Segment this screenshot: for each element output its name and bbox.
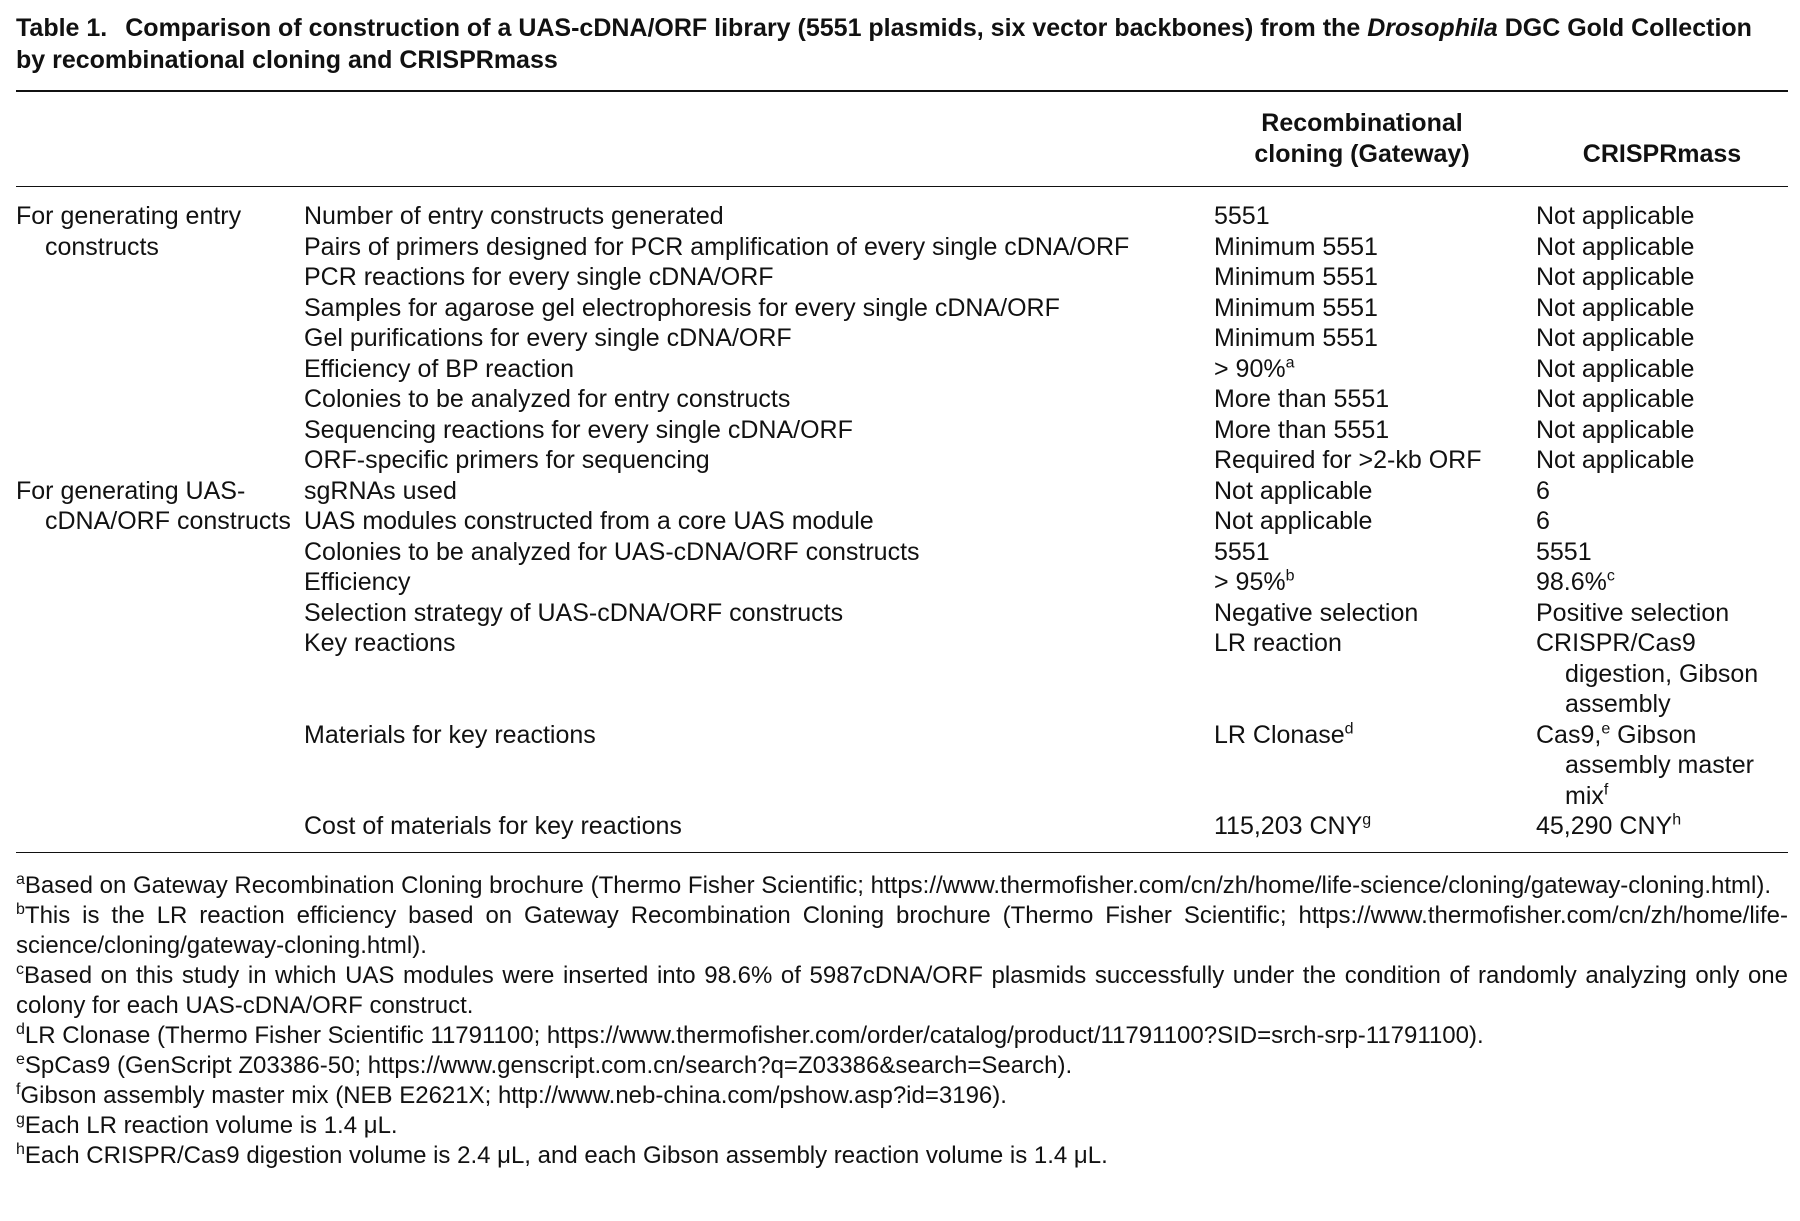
- row-crisprmass-value: 5551: [1536, 537, 1592, 566]
- caption-italic-species: Drosophila: [1367, 14, 1498, 42]
- header-empty-group: [16, 92, 304, 187]
- table-body: [16, 187, 1788, 853]
- row-item: sgRNAs used: [304, 476, 457, 505]
- row-gateway-value: Minimum 5551: [1214, 324, 1378, 352]
- header-gateway: Recombinational cloning (Gateway): [1254, 109, 1470, 168]
- table-figure: [16, 12, 1788, 1171]
- row-gateway-value: LR reaction: [1214, 629, 1342, 657]
- row-gateway-value: LR Clonase$^d$: [1214, 720, 1354, 749]
- caption-text-start: Comparison of construction of a UAS-cDNA/ORF library (5551 plasmids, six vector backbones) from the: [125, 14, 1368, 42]
- row-crisprmass-value: Not applicable: [1536, 415, 1695, 444]
- row-item: Materials for key reactions: [304, 720, 596, 749]
- footnote: $^h$Each CRISPR/Cas9 digestion volume is 2.4 μL, and each Gibson assembly reaction volume is 1.4 μL.: [16, 1140, 1108, 1169]
- header-row: [16, 92, 1788, 187]
- row-gateway-value: Not applicable: [1214, 476, 1373, 505]
- row-item: Cost of materials for key reactions: [304, 812, 682, 840]
- footnote: $^f$Gibson assembly master mix (NEB E2621X; http://www.neb-china.com/pshow.asp?id=3196).: [16, 1080, 1007, 1109]
- row-gateway-value: > 95%$^b$: [1214, 567, 1295, 596]
- row-item: Colonies to be analyzed for UAS-cDNA/ORF constructs: [304, 537, 920, 566]
- row-item: Samples for agarose gel electrophoresis for every single cDNA/ORF: [304, 293, 1060, 322]
- header-crisprmass: CRISPRmass: [1582, 140, 1742, 168]
- row-item: UAS modules constructed from a core UAS module: [304, 507, 874, 535]
- comparison-table: [16, 92, 1788, 853]
- row-gateway-value: More than 5551: [1214, 415, 1390, 444]
- footnote-mark: c: [1606, 567, 1615, 585]
- row-crisprmass-value: 6: [1536, 507, 1550, 535]
- row-gateway-value: Required for >2-kb ORF: [1214, 446, 1482, 474]
- row-item: ORF-specific primers for sequencing: [304, 446, 710, 474]
- row-gateway-value: Minimum 5551: [1214, 263, 1378, 291]
- table-label: Table 1.: [16, 14, 108, 42]
- row-gateway-value: Negative selection: [1214, 598, 1419, 627]
- footnote-mark: a: [1285, 354, 1295, 372]
- row-item: Key reactions: [304, 629, 456, 657]
- row-crisprmass-value: Not applicable: [1536, 293, 1695, 322]
- footnote-mark: e: [1601, 720, 1611, 738]
- footnote-mark: d: [1344, 720, 1354, 738]
- row-crisprmass-value: Positive selection: [1536, 598, 1730, 627]
- footnote-mark: g: [1362, 811, 1372, 829]
- row-crisprmass-value: Not applicable: [1536, 324, 1695, 352]
- row-item: Colonies to be analyzed for entry constructs: [304, 385, 791, 413]
- table-row: [16, 187, 1788, 232]
- header-empty-item: [304, 92, 1214, 187]
- group-entry-constructs: For generating entry constructs: [16, 202, 242, 261]
- row-item: Gel purifications for every single cDNA/ORF: [304, 324, 792, 352]
- row-crisprmass-value: 45,290 CNY$^h$: [1536, 811, 1682, 840]
- row-gateway-value: 115,203 CNY$^g$: [1214, 811, 1372, 840]
- caption-text-end: DGC Gold Collection by recombinational cloning and CRISPRmass: [16, 14, 1752, 74]
- row-crisprmass-value: 98.6%$^c$: [1536, 567, 1615, 596]
- table-caption: [16, 12, 1788, 76]
- row-crisprmass-value: Not applicable: [1536, 385, 1695, 413]
- row-crisprmass-value: Not applicable: [1536, 354, 1695, 383]
- row-crisprmass-value: Not applicable: [1536, 232, 1695, 261]
- row-gateway-value: 5551: [1214, 537, 1270, 566]
- footnote: $^d$LR Clonase (Thermo Fisher Scientific 11791100; https://www.thermofisher.com/order/catalog/product/11791100?SID=srch-srp-11791100).: [16, 1020, 1484, 1049]
- table-row: [16, 476, 1788, 507]
- row-gateway-value: 5551: [1214, 202, 1270, 230]
- row-item: Sequencing reactions for every single cDNA/ORF: [304, 415, 853, 444]
- row-item: Pairs of primers designed for PCR amplification of every single cDNA/ORF: [304, 232, 1130, 261]
- row-item: PCR reactions for every single cDNA/ORF: [304, 263, 774, 291]
- footnote-mark: h: [1672, 811, 1682, 829]
- row-item: Selection strategy of UAS-cDNA/ORF constructs: [304, 598, 844, 627]
- row-item: Efficiency of BP reaction: [304, 354, 575, 383]
- footnote: $^e$SpCas9 (GenScript Z03386-50; https://www.genscript.com.cn/search?q=Z03386&search=Search).: [16, 1050, 1073, 1079]
- row-gateway-value: More than 5551: [1214, 385, 1390, 413]
- table-header: [16, 92, 1788, 187]
- row-crisprmass-value: Cas9,$^e$ Gibson assembly master mix$^f$: [1536, 720, 1754, 810]
- row-crisprmass-value: Not applicable: [1536, 446, 1695, 474]
- row-crisprmass-value: Not applicable: [1536, 202, 1695, 230]
- row-gateway-value: Minimum 5551: [1214, 232, 1378, 261]
- footnote: $^b$This is the LR reaction efficiency based on Gateway Recombination Cloning brochure (Thermo Fisher Scientific; https://www.thermofisher.com/cn/zh/home/life-science/cloning/gateway-cloning.html).: [16, 900, 1788, 959]
- row-gateway-value: Minimum 5551: [1214, 293, 1378, 322]
- footnote: $^g$Each LR reaction volume is 1.4 μL.: [16, 1110, 398, 1139]
- row-item: Efficiency: [304, 568, 411, 596]
- footnote-mark: b: [1285, 567, 1295, 585]
- row-crisprmass-value: 6: [1536, 476, 1550, 505]
- footnote: $^a$Based on Gateway Recombination Cloning brochure (Thermo Fisher Scientific; https://www.thermofisher.com/cn/zh/home/life-science/cloning/gateway-cloning.html).: [16, 870, 1772, 899]
- table-footnotes: [16, 871, 1788, 1171]
- row-item: Number of entry constructs generated: [304, 202, 724, 230]
- row-gateway-value: > 90%$^a$: [1214, 354, 1295, 383]
- footnote: $^c$Based on this study in which UAS modules were inserted into 98.6% of 5987cDNA/ORF plasmids successfully under the condition of randomly analyzing only one colony for each UAS-cDNA/ORF construct.: [16, 960, 1788, 1019]
- row-crisprmass-value: CRISPR/Cas9 digestion, Gibson assembly: [1536, 629, 1759, 718]
- row-crisprmass-value: Not applicable: [1536, 263, 1695, 291]
- row-gateway-value: Not applicable: [1214, 507, 1373, 535]
- group-uas-constructs: For generating UAS-cDNA/ORF constructs: [16, 476, 291, 535]
- footnote-mark: f: [1603, 781, 1609, 799]
